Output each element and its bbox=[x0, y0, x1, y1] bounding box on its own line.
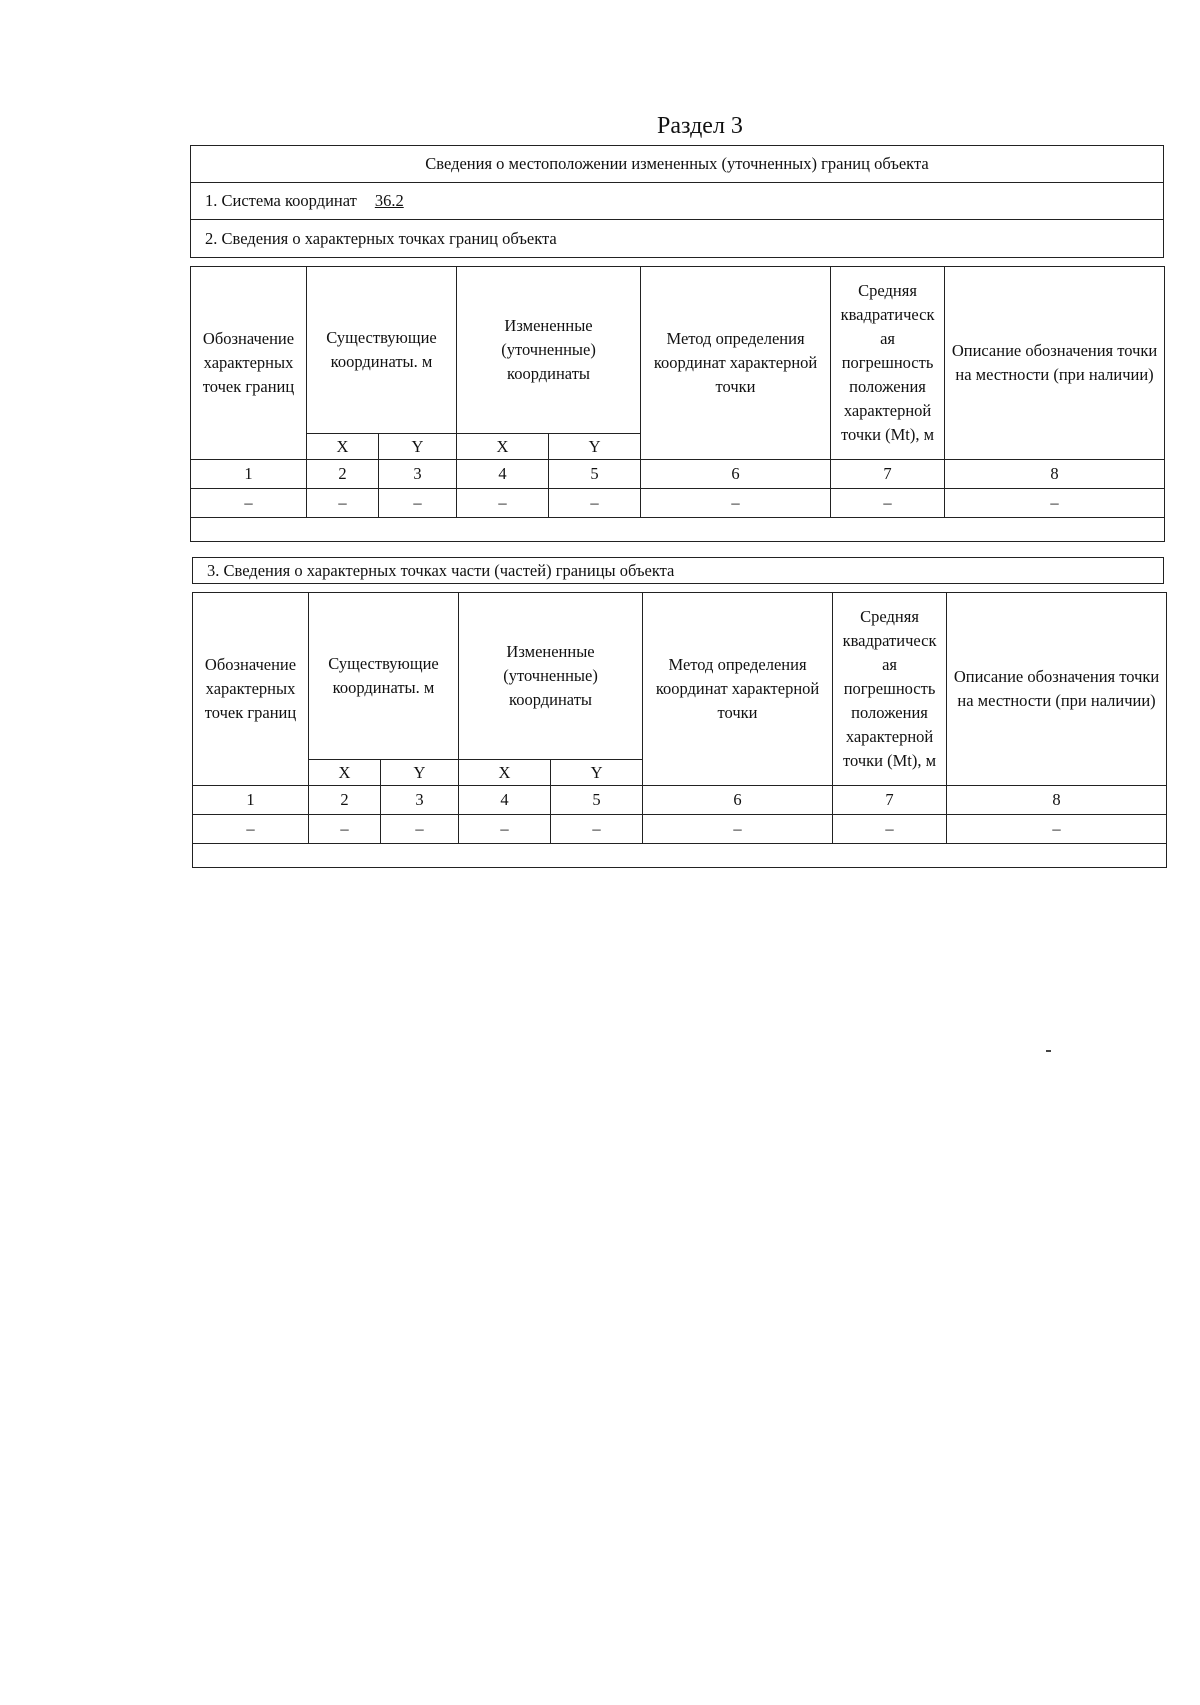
part-boundary-points-table bbox=[192, 592, 1167, 868]
axis-x: X bbox=[309, 760, 381, 786]
col-number: 1 bbox=[191, 460, 307, 489]
col-number: 8 bbox=[945, 460, 1165, 489]
col-number: 2 bbox=[307, 460, 379, 489]
info-block bbox=[190, 145, 1164, 258]
header-designation: Обозначение характерных точек границ bbox=[191, 267, 307, 460]
axis-x: X bbox=[307, 434, 379, 460]
header-changed: Измененные (уточненные) координаты bbox=[457, 267, 641, 434]
header-method: Метод определения координат характерной точки bbox=[643, 593, 833, 786]
dash-cell: – bbox=[307, 489, 379, 518]
col-number: 3 bbox=[379, 460, 457, 489]
col-number: 6 bbox=[641, 460, 831, 489]
dash-cell: – bbox=[641, 489, 831, 518]
col-number: 4 bbox=[459, 786, 551, 815]
part3-title: 3. Сведения о характерных точках части (частей) границы объекта bbox=[192, 557, 1164, 584]
empty-row bbox=[193, 844, 1167, 868]
dash-cell: – bbox=[947, 815, 1167, 844]
header-accuracy: Средняя квадратическ ая погрешность положения характерной точки (Mt), м bbox=[831, 267, 945, 460]
col-number: 6 bbox=[643, 786, 833, 815]
table-row bbox=[193, 815, 1167, 844]
section-title: Раздел 3 bbox=[657, 113, 743, 139]
dash-cell: – bbox=[833, 815, 947, 844]
col-number: 1 bbox=[193, 786, 309, 815]
header-description: Описание обозначения точки на местности (при наличии) bbox=[947, 593, 1167, 786]
axis-y: Y bbox=[379, 434, 457, 460]
header-changed: Измененные (уточненные) координаты bbox=[459, 593, 643, 760]
empty-row bbox=[191, 518, 1165, 542]
block-header: Сведения о местоположении измененных (уточненных) границ объекта bbox=[191, 146, 1163, 183]
part2-title: 2. Сведения о характерных точках границ объекта bbox=[205, 228, 557, 248]
coord-system-value: 36.2 bbox=[374, 191, 404, 210]
empty-cell bbox=[191, 518, 1165, 542]
col-number: 7 bbox=[831, 460, 945, 489]
column-numbers-row bbox=[193, 786, 1167, 815]
dash-cell: – bbox=[381, 815, 459, 844]
coord-system-label: 1. Система координат bbox=[205, 191, 357, 210]
header-existing: Существующие координаты. м bbox=[307, 267, 457, 434]
col-number: 4 bbox=[457, 460, 549, 489]
dash-cell: – bbox=[643, 815, 833, 844]
axis-x: X bbox=[457, 434, 549, 460]
table-row bbox=[191, 489, 1165, 518]
coord-system-row bbox=[191, 183, 1163, 220]
col-number: 3 bbox=[381, 786, 459, 815]
dash-cell: – bbox=[831, 489, 945, 518]
col-number: 5 bbox=[551, 786, 643, 815]
dash-cell: – bbox=[551, 815, 643, 844]
header-description: Описание обозначения точки на местности (при наличии) bbox=[945, 267, 1165, 460]
axis-y: Y bbox=[549, 434, 641, 460]
dash-cell: – bbox=[193, 815, 309, 844]
col-number: 8 bbox=[947, 786, 1167, 815]
column-numbers-row bbox=[191, 460, 1165, 489]
dash-cell: – bbox=[309, 815, 381, 844]
dash-cell: – bbox=[457, 489, 549, 518]
header-accuracy: Средняя квадратическ ая погрешность положения характерной точки (Mt), м bbox=[833, 593, 947, 786]
scan-speck bbox=[1046, 1050, 1051, 1052]
dash-cell: – bbox=[191, 489, 307, 518]
axis-x: X bbox=[459, 760, 551, 786]
axis-y: Y bbox=[551, 760, 643, 786]
boundary-points-table bbox=[190, 266, 1165, 542]
col-number: 7 bbox=[833, 786, 947, 815]
col-number: 2 bbox=[309, 786, 381, 815]
dash-cell: – bbox=[549, 489, 641, 518]
dash-cell: – bbox=[459, 815, 551, 844]
empty-cell bbox=[193, 844, 1167, 868]
dash-cell: – bbox=[945, 489, 1165, 518]
header-existing: Существующие координаты. м bbox=[309, 593, 459, 760]
axis-y: Y bbox=[381, 760, 459, 786]
col-number: 5 bbox=[549, 460, 641, 489]
dash-cell: – bbox=[379, 489, 457, 518]
header-designation: Обозначение характерных точек границ bbox=[193, 593, 309, 786]
header-method: Метод определения координат характерной точки bbox=[641, 267, 831, 460]
